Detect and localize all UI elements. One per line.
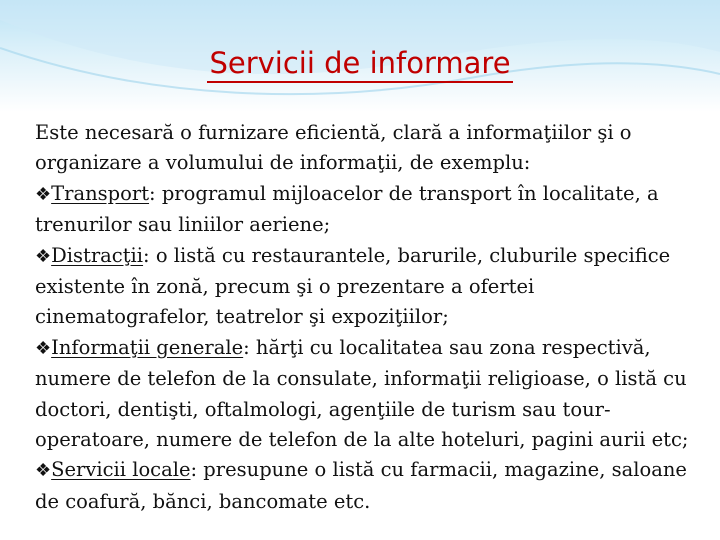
slide-body xyxy=(35,118,707,517)
diamond-bullet-icon: ❖ xyxy=(35,460,52,482)
intro-paragraph: Este necesară o furnizare eficientă, clară a informaţiilor şi o organizare a volumului de informaţii, de exemplu: xyxy=(35,121,632,175)
list-item xyxy=(35,333,707,456)
item-text: : hărţi cu localitatea sau zona respectivă, numere de telefon de la consulate, informaţii religioase, o listă cu doctori, dentişti, oftalmologi, agenţiile de turism sau tour-operatoare, numere de telefon de la alte hoteluri, pagini aurii etc; xyxy=(35,335,689,452)
item-term: Distracţii xyxy=(51,243,144,267)
item-text: : programul mijloacelor de transport în localitate, a trenurilor sau liniilor aeriene; xyxy=(35,181,659,237)
slide-title-text: Servicii de informare xyxy=(207,46,512,83)
list-item xyxy=(35,241,707,333)
slide-title xyxy=(0,46,720,80)
diamond-bullet-icon: ❖ xyxy=(35,245,52,267)
diamond-bullet-icon: ❖ xyxy=(35,183,52,205)
item-term: Servicii locale xyxy=(51,458,191,482)
list-item xyxy=(35,179,707,241)
item-text: : presupune o listă cu farmacii, magazine, saloane de coafură, bănci, bancomate etc. xyxy=(35,458,687,513)
item-term: Informaţii generale xyxy=(51,335,244,359)
item-text: : o listă cu restaurantele, barurile, cluburile specifice existente în zonă, precum şi o prezentare a ofertei cinematografelor, teatrelor şi expoziţiilor; xyxy=(35,243,671,329)
item-term: Transport xyxy=(51,181,150,205)
list-item xyxy=(35,455,707,517)
diamond-bullet-icon: ❖ xyxy=(35,337,52,359)
